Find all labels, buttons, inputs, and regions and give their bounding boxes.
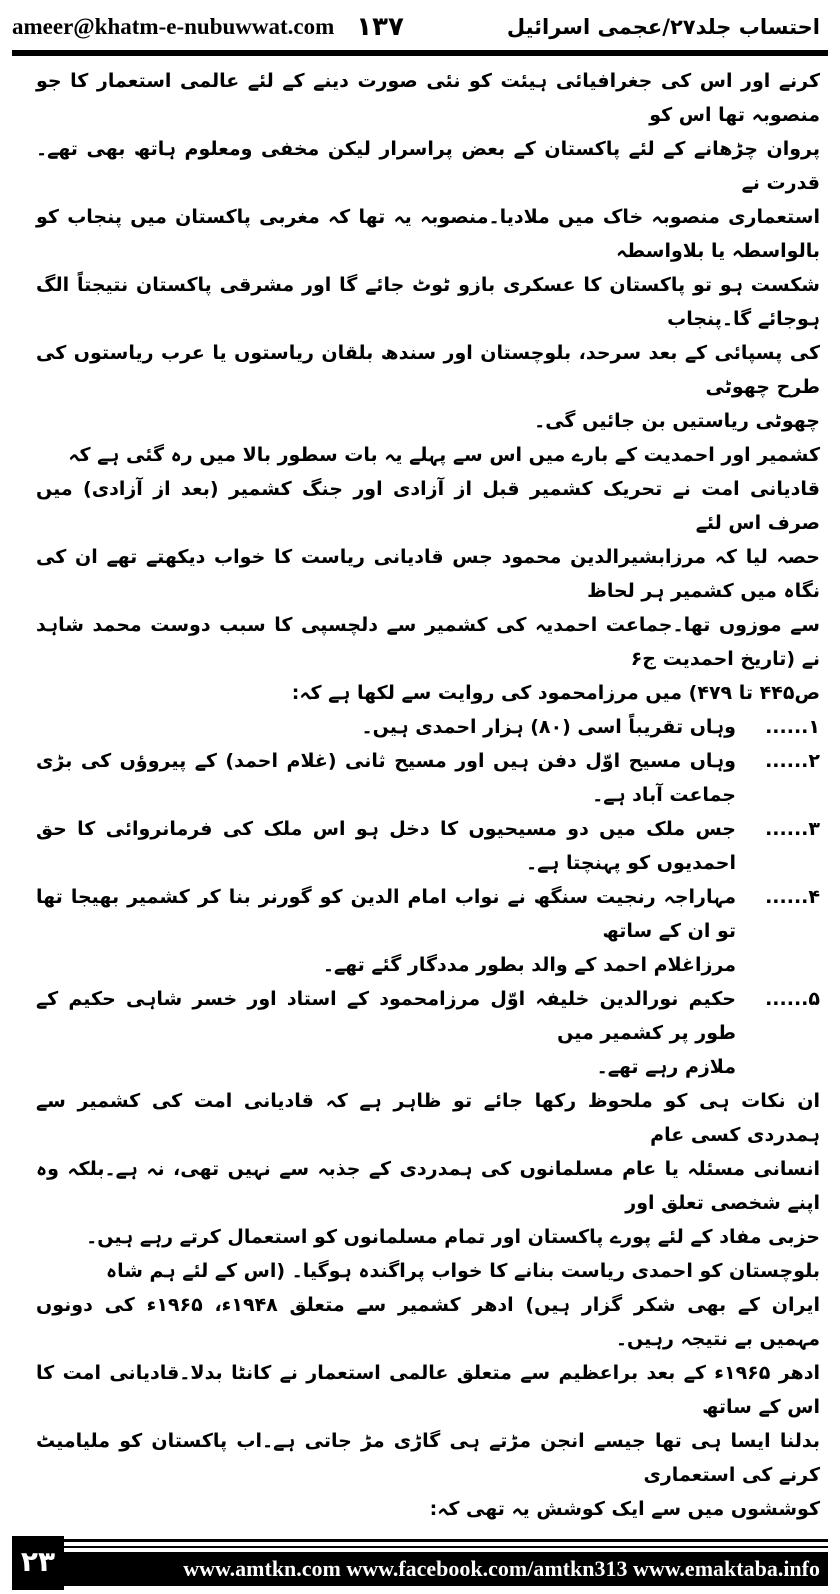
- text-line: انسانی مسئلہ یا عام مسلمانوں کی ہمدردی کے جذبہ سے نہیں تھی، نہ ہے۔بلکہ وہ اپنے شخصی تعلق اور: [36, 1158, 820, 1214]
- text-line: کوششوں میں سے ایک کوشش یہ تھی کہ:: [429, 1498, 820, 1520]
- list-item: [36, 710, 820, 744]
- header-email: ameer@khatm-e-nubuwwat.com: [12, 14, 335, 39]
- footer-links: www.amtkn.com www.facebook.com/amtkn313 www.emaktaba.info: [64, 1552, 828, 1586]
- footer-rule: [64, 1539, 828, 1542]
- list-text: ملازم رہے تھے۔: [596, 1056, 736, 1078]
- page-header: [12, 0, 828, 44]
- text-line: بلوچستان کو احمدی ریاست بنانے کا خواب پراگندہ ہوگیا۔ (اس کے لئے ہم شاہ: [105, 1260, 820, 1282]
- list-item: [36, 982, 820, 1050]
- text-line: شکست ہو تو پاکستان کا عسکری بازو ٹوٹ جائے گا اور مشرقی پاکستان نتیجتاً الگ ہوجائے گا۔پنجاب: [36, 274, 820, 330]
- text-line: پروان چڑھانے کے لئے پاکستان کے بعض پراسرار لیکن مخفی ومعلوم ہاتھ بھی تھے۔قدرت نے: [36, 138, 820, 194]
- page-footer: [12, 1536, 828, 1590]
- text-line: کی پسپائی کے بعد سرحد، بلوچستان اور سندھ بلقان ریاستوں یا عرب ریاستوں کی طرح چھوٹی: [36, 342, 820, 398]
- list-text: وہاں تقریباً اسی (۸۰) ہزار احمدی ہیں۔: [361, 716, 736, 738]
- list-text: حکیم نورالدین خلیفہ اوّل مرزامحمود کے استاد اور خسر شاہی حکیم کے طور پر کشمیر میں: [36, 988, 736, 1044]
- list-number: ۵......: [765, 988, 820, 1010]
- text-line: سے موزوں تھا۔جماعت احمدیہ کی کشمیر سے دلچسپی کا سبب دوست محمد شاہد نے (تاریخ احمدیت ج۶: [36, 614, 820, 670]
- list-item: [36, 880, 820, 948]
- text-line: ایران کے بھی شکر گزار ہیں) ادھر کشمیر سے متعلق ۱۹۴۸ء، ۱۹۶۵ء کی دونوں مہمیں بے نتیجہ رہیں۔: [36, 1294, 820, 1350]
- list-text: وہاں مسیح اوّل دفن ہیں اور مسیح ثانی (غلام احمد) کے پیروؤں کی بڑی جماعت آباد ہے۔: [36, 750, 736, 806]
- text-line: کشمیر اور احمدیت کے بارے میں اس سے پہلے یہ بات سطور بالا میں رہ گئی ہے کہ: [68, 444, 820, 466]
- page-body: [12, 56, 828, 1536]
- text-line: ان نکات ہی کو ملحوظ رکھا جائے تو ظاہر ہے کہ قادیانی امت کی کشمیر سے ہمدردی کسی عام: [36, 1090, 820, 1146]
- footer-rule: [64, 1546, 828, 1548]
- list-number: ۱......: [765, 716, 820, 738]
- text-line: استعماری منصوبہ خاک میں ملادیا۔منصوبہ یہ تھا کہ مغربی پاکستان میں پنجاب کو بالواسطہ یا بلاواسطہ: [36, 206, 820, 262]
- list-text: مرزاغلام احمد کے والد بطور مددگار گئے تھے۔: [322, 954, 736, 976]
- text-line: قادیانی امت نے تحریک کشمیر قبل از آزادی اور جنگ کشمیر (بعد از آزادی) میں صرف اس لئے: [36, 478, 820, 534]
- list-number: ۲......: [765, 750, 820, 772]
- text-line: حصہ لیا کہ مرزابشیرالدین محمود جس قادیانی ریاست کا خواب دیکھتے تھے ان کی نگاہ میں کشمیر ہر لحاظ: [36, 546, 820, 602]
- list-text: مہاراجہ رنجیت سنگھ نے نواب امام الدین کو گورنر بنا کر کشمیر بھیجا تھا تو ان کے ساتھ: [36, 886, 736, 942]
- text-line: بدلنا ایسا ہی تھا جیسے انجن مڑتے ہی گاڑی مڑ جاتی ہے۔اب پاکستان کو ملیامیٹ کرنے کی استعماری: [36, 1430, 820, 1486]
- text-line: چھوٹی ریاستیں بن جائیں گی۔: [534, 410, 820, 432]
- list-item-continuation: [36, 948, 820, 982]
- header-left: [12, 12, 404, 42]
- header-book-title: احتساب جلد۲۷/عجمی اسرائیل: [506, 15, 820, 39]
- text-line: ادھر ۱۹۶۵ء کے بعد براعظیم سے متعلق عالمی استعمار نے کانٹا بدلا۔قادیانی امت کا اس کے ساتھ: [36, 1362, 820, 1418]
- footer-band: [64, 1536, 828, 1590]
- text-line: حزبی مفاد کے لئے پورے پاکستان اور تمام مسلمانوں کو استعمال کرتے رہے ہیں۔: [86, 1226, 820, 1248]
- text-line: کرنے اور اس کی جغرافیائی ہیئت کو نئی صورت دینے کے لئے عالمی استعمار کا جو منصوبہ تھا اس کو: [36, 70, 820, 126]
- header-page-number: ۱۳۷: [356, 12, 404, 42]
- list-text: جس ملک میں دو مسیحیوں کا دخل ہو اس ملک کی فرمانروائی کا حق احمدیوں کو پہنچتا ہے۔: [36, 818, 736, 874]
- text-line: ص۴۴۵ تا ۴۷۹) میں مرزامحمود کی روایت سے لکھا ہے کہ:: [291, 682, 820, 704]
- footer-page-number: ۲۳: [12, 1536, 64, 1590]
- list-number: ۴......: [765, 886, 820, 908]
- list-number: ۳......: [765, 818, 820, 840]
- list-item-continuation: [36, 1050, 820, 1084]
- list-item: [36, 744, 820, 812]
- list-item: [36, 812, 820, 880]
